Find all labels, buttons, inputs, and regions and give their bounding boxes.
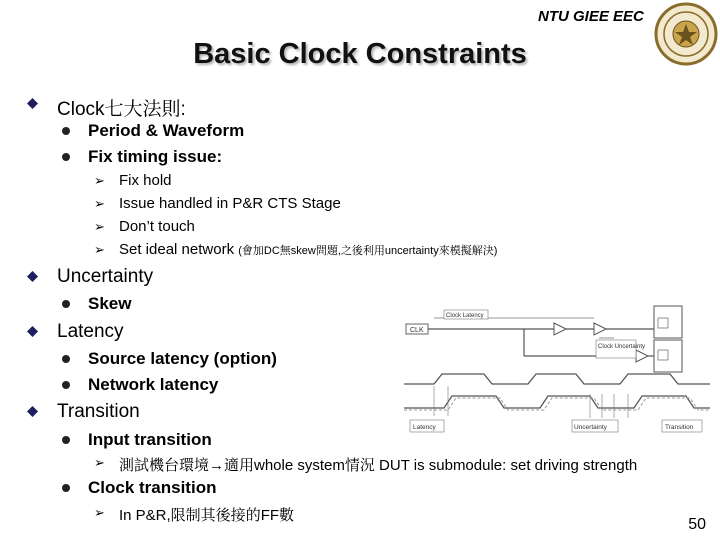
bullet-dont-touch: Don’t touch [119,218,195,235]
clock-uncertainty-label: Clock Uncertainty [598,344,646,350]
arrow-bullet-icon: ➢ [94,242,105,257]
arrow-bullet-icon: ➢ [94,219,105,234]
arrow-bullet-icon: ➢ [94,196,105,211]
clock-timing-diagram [404,298,710,440]
uncertainty-label: Uncertainty [574,424,607,431]
dot-bullet-icon [62,127,70,135]
bullet-fix-hold: Fix hold [119,172,172,189]
bullet-network-latency: Network latency [88,375,219,394]
bullet-test-env: 測試機台環境→適用whole system情況 DUT is submodule: set driving strength [119,457,638,474]
latency-label: Latency [413,424,436,431]
diamond-bullet-icon [27,406,38,417]
bullet-uncertainty: Uncertainty [57,266,154,287]
bullet-pnr: In P&R,限制其後接的FF數 [119,507,295,524]
bullet-input-transition: Input transition [88,430,212,449]
bullet-transition: Transition [57,401,140,422]
bullet-period: Period & Waveform [88,121,245,140]
bullet-skew: Skew [88,294,132,313]
bullet-latency: Latency [57,321,124,342]
transition-label: Transition [665,424,694,431]
diamond-bullet-icon [27,98,38,109]
clk-label: CLK [410,327,424,334]
bullet-fix-timing: Fix timing issue: [88,147,223,166]
bullet-issue-cts: Issue handled in P&R CTS Stage [119,195,341,212]
page-number: 50 [688,516,706,533]
ideal-network-text: Set ideal network [119,241,235,258]
slide-title: Basic Clock Constraints [193,38,527,70]
dot-bullet-icon [62,436,70,444]
clock-latency-label: Clock Latency [446,313,484,319]
bullet-source-latency: Source latency (option) [88,349,277,368]
institution-label: NTU GIEE EEC [538,8,644,25]
ideal-network-note: (會加DC無skew問題,之後利用uncertainty來模擬解決) [238,245,498,257]
dot-bullet-icon [62,153,70,161]
bullet-clock-transition: Clock transition [88,478,217,497]
arrow-bullet-icon: ➢ [94,173,105,188]
arrow-bullet-icon: ➢ [94,455,105,470]
bullet-clock-rules: Clock七大法則: [57,99,186,120]
diamond-bullet-icon [27,326,38,337]
diamond-bullet-icon [27,271,38,282]
dot-bullet-icon [62,355,70,363]
bullet-ideal-network [119,241,497,258]
arrow-bullet-icon: ➢ [94,505,105,520]
dot-bullet-icon [62,381,70,389]
dot-bullet-icon [62,484,70,492]
dot-bullet-icon [62,300,70,308]
